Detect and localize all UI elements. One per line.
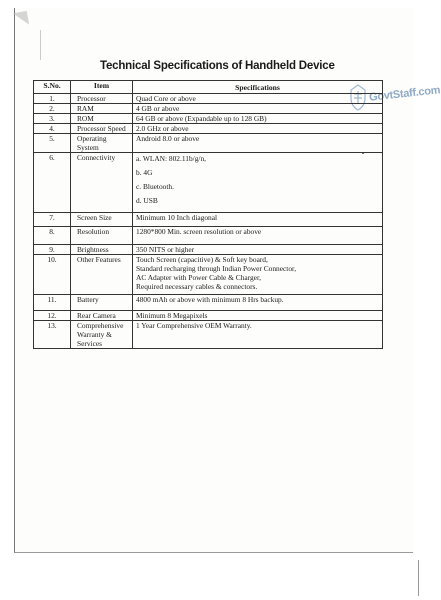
table-row (34, 255, 383, 295)
row-sno: 8. (34, 227, 71, 245)
row-sno: 12. (34, 311, 71, 321)
spec-line: Minimum 10 Inch diagonal (136, 213, 218, 222)
spec-line: 4 GB or above (136, 104, 180, 113)
row-sno: 7. (34, 213, 71, 227)
specifications-table (33, 80, 383, 349)
row-sno: 13. (34, 321, 71, 349)
row-item: ROM (71, 114, 133, 124)
row-specification (133, 94, 383, 104)
spec-line: 1 Year Comprehensive OEM Warranty. (136, 321, 252, 330)
table-row (34, 134, 383, 153)
row-sno: 9. (34, 245, 71, 255)
row-specification (133, 321, 383, 349)
row-specification (133, 104, 383, 114)
row-item: Battery (71, 295, 133, 311)
table-row (34, 94, 383, 104)
spec-line: 64 GB or above (Expandable up to 128 GB) (136, 114, 267, 123)
table-row (34, 153, 383, 213)
spec-line: Required necessary cables & connectors. (136, 282, 258, 291)
scan-artifact (40, 30, 41, 60)
row-item: RAM (71, 104, 133, 114)
column-header-item: Item (71, 81, 133, 94)
row-sno: 11. (34, 295, 71, 311)
table-row (34, 311, 383, 321)
row-sno: 6. (34, 153, 71, 213)
row-item: Screen Size (71, 213, 133, 227)
row-specification (133, 245, 383, 255)
row-sno: 3. (34, 114, 71, 124)
spec-line: d. USB (136, 196, 158, 205)
spec-line: c. Bluetooth. (136, 182, 174, 191)
row-item: Connectivity (71, 153, 133, 213)
row-specification (133, 255, 383, 295)
watermark-text: GovtStaff.com (368, 84, 441, 104)
table-row (34, 245, 383, 255)
spec-line: Touch Screen (capacitive) & Soft key board, (136, 255, 268, 264)
row-sno: 10. (34, 255, 71, 295)
row-item: Processor Speed (71, 124, 133, 134)
column-header-specifications: Specifications (133, 81, 383, 94)
row-specification (133, 227, 383, 245)
row-item: Brightness (71, 245, 133, 255)
row-specification (133, 114, 383, 124)
table-row (34, 124, 383, 134)
spec-line: 1280*800 Min. screen resolution or above (136, 227, 262, 236)
spec-line: a. WLAN: 802.11b/g/n, (136, 154, 206, 163)
table-row (34, 321, 383, 349)
row-item: Resolution (71, 227, 133, 245)
page-corner-mark (13, 11, 29, 27)
row-sno: 1. (34, 94, 71, 104)
row-sno: 5. (34, 134, 71, 153)
spec-line: Minimum 8 Megapixels (136, 311, 208, 320)
row-item: Rear Camera (71, 311, 133, 321)
row-specification (133, 153, 383, 213)
spec-line: 2.0 GHz or above (136, 124, 189, 133)
row-item: Processor (71, 94, 133, 104)
table-row (34, 213, 383, 227)
row-item: Other Features (71, 255, 133, 295)
row-specification (133, 311, 383, 321)
spec-line: 350 NITS or higher (136, 245, 195, 254)
row-item: Operating System (71, 134, 133, 153)
table-row (34, 227, 383, 245)
column-header-sno: S.No. (34, 81, 71, 94)
table-row (34, 104, 383, 114)
spec-line: Standard recharging through Indian Power Connector, (136, 264, 297, 273)
row-sno: 4. (34, 124, 71, 134)
row-specification (133, 295, 383, 311)
row-sno: 2. (34, 104, 71, 114)
document-title: Technical Specifications of Handheld Device (100, 60, 335, 72)
spec-line: 4800 mAh or above with minimum 8 Hrs backup. (136, 295, 284, 304)
spec-line: Android 8.0 or above (136, 134, 200, 143)
row-item: Comprehensive Warranty & Services (71, 321, 133, 349)
row-specification (133, 124, 383, 134)
table-row (34, 295, 383, 311)
row-specification (133, 134, 383, 153)
table-row (34, 114, 383, 124)
row-specification (133, 213, 383, 227)
spec-line: AC Adapter with Power Cable & Charger, (136, 273, 261, 282)
table-header-row (34, 81, 383, 94)
spec-line: Quad Core or above (136, 94, 196, 103)
scan-artifact (418, 560, 419, 596)
spec-line: b. 4G (136, 168, 153, 177)
